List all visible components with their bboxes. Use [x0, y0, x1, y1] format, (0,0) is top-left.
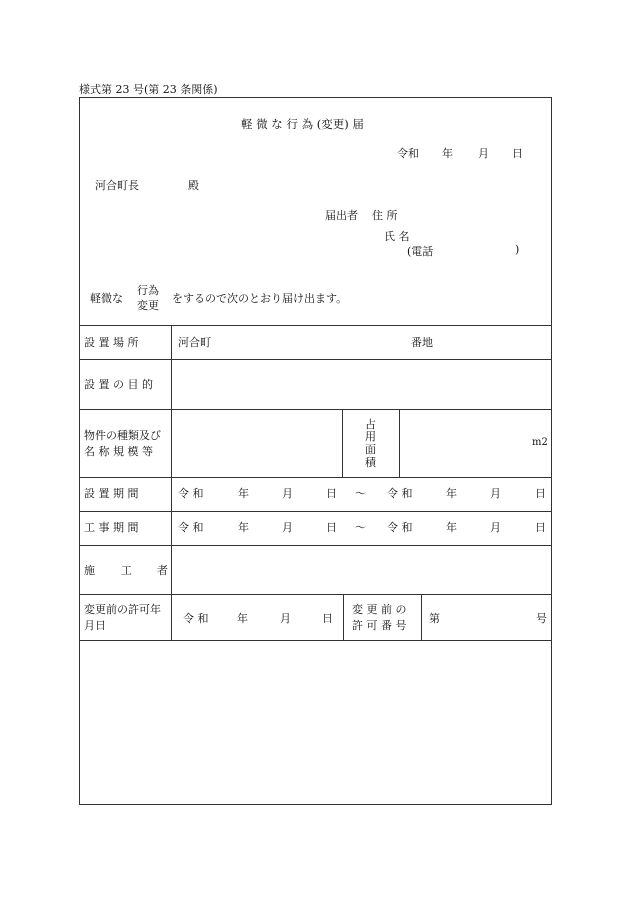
contractor-label-char-2: 工 [121, 564, 132, 577]
previous-date-month: 月 [280, 612, 291, 625]
rule-object-end [79, 477, 551, 478]
form-title: 軽 微 な 行 為 (変更) 届 [241, 117, 364, 131]
statement-option-act: 行為 [137, 284, 159, 297]
rule-install-end [79, 511, 551, 512]
remarks-area[interactable] [80, 641, 551, 804]
object-label-line1: 物件の種類及び [84, 429, 161, 442]
statement-option-change: 変更 [137, 299, 159, 312]
date-day: 日 [512, 147, 523, 160]
rule-header-end [79, 325, 551, 326]
location-town: 河合町 [178, 336, 211, 349]
area-label-char-1: 占 [365, 418, 376, 431]
area-divider-left [342, 409, 343, 477]
previous-date-label-line2: 月日 [84, 619, 106, 632]
honorific: 殿 [188, 179, 199, 192]
label-column-divider [171, 325, 172, 640]
rule-location-end [79, 359, 551, 360]
applicant-label: 届出者 [325, 209, 358, 222]
area-label-char-2: 用 [365, 430, 376, 443]
work-end-month: 月 [490, 521, 501, 534]
work-start-month: 月 [282, 521, 293, 534]
permit-number-label-line1: 変 更 前 の [352, 603, 407, 616]
install-end-day: 日 [535, 487, 546, 500]
install-start-month: 月 [282, 487, 293, 500]
work-start-era: 令 和 [178, 521, 204, 534]
object-label-line2: 名 称 規 模 等 [84, 445, 153, 458]
address-label: 住 所 [372, 209, 398, 222]
install-start-era: 令 和 [178, 487, 204, 500]
rule-purpose-end [79, 409, 551, 410]
permit-number-prefix: 第 [429, 612, 440, 625]
frame-top [79, 97, 551, 98]
previous-date-year: 年 [237, 612, 248, 625]
area-divider-right [399, 409, 400, 477]
permit-number-suffix: 号 [536, 612, 547, 625]
contractor-label-char-1: 施 [84, 564, 95, 577]
location-label: 設 置 場 所 [84, 336, 139, 349]
install-start-year: 年 [238, 487, 249, 500]
work-end-year: 年 [446, 521, 457, 534]
install-start-day: 日 [326, 487, 337, 500]
addressee: 河合町長 [95, 179, 139, 192]
form-id: 様式第 23 号(第 23 条関係) [79, 83, 218, 96]
area-label-char-3: 面 [365, 443, 376, 456]
area-unit: m2 [532, 437, 548, 448]
date-year: 年 [442, 147, 453, 160]
previous-date-label-line1: 変更前の許可年 [84, 603, 161, 616]
work-start-day: 日 [326, 521, 337, 534]
permit-divider-right [421, 594, 422, 640]
rule-work-end [79, 545, 551, 546]
date-month: 月 [478, 147, 489, 160]
previous-date-era: 令 和 [183, 612, 209, 625]
permit-divider-left [343, 594, 344, 640]
area-label-char-4: 積 [365, 456, 376, 469]
install-end-era: 令 和 [387, 487, 413, 500]
work-end-day: 日 [535, 521, 546, 534]
phone-label: (電話 [407, 245, 434, 258]
frame-right [551, 97, 552, 805]
work-tilde: 〜 [355, 521, 366, 534]
install-end-year: 年 [446, 487, 457, 500]
work-end-era: 令 和 [387, 521, 413, 534]
date-era: 令和 [397, 147, 419, 160]
location-number-suffix: 番地 [411, 336, 433, 349]
statement-prefix: 軽微な [90, 292, 123, 305]
name-label: 氏 名 [384, 230, 410, 243]
install-period-label: 設 置 期 間 [84, 487, 139, 500]
contractor-label-char-3: 者 [157, 564, 168, 577]
statement-suffix: をするので次のとおり届け出ます。 [172, 292, 348, 305]
work-start-year: 年 [238, 521, 249, 534]
install-end-month: 月 [490, 487, 501, 500]
work-period-label: 工 事 期 間 [84, 521, 139, 534]
install-tilde: 〜 [355, 487, 366, 500]
purpose-label: 設 置 の 目 的 [84, 378, 153, 391]
phone-close: ) [515, 243, 520, 256]
frame-bottom [79, 804, 551, 805]
previous-date-day: 日 [322, 612, 333, 625]
rule-contractor-end [79, 594, 551, 595]
permit-number-label-line2: 許 可 番 号 [352, 619, 407, 632]
